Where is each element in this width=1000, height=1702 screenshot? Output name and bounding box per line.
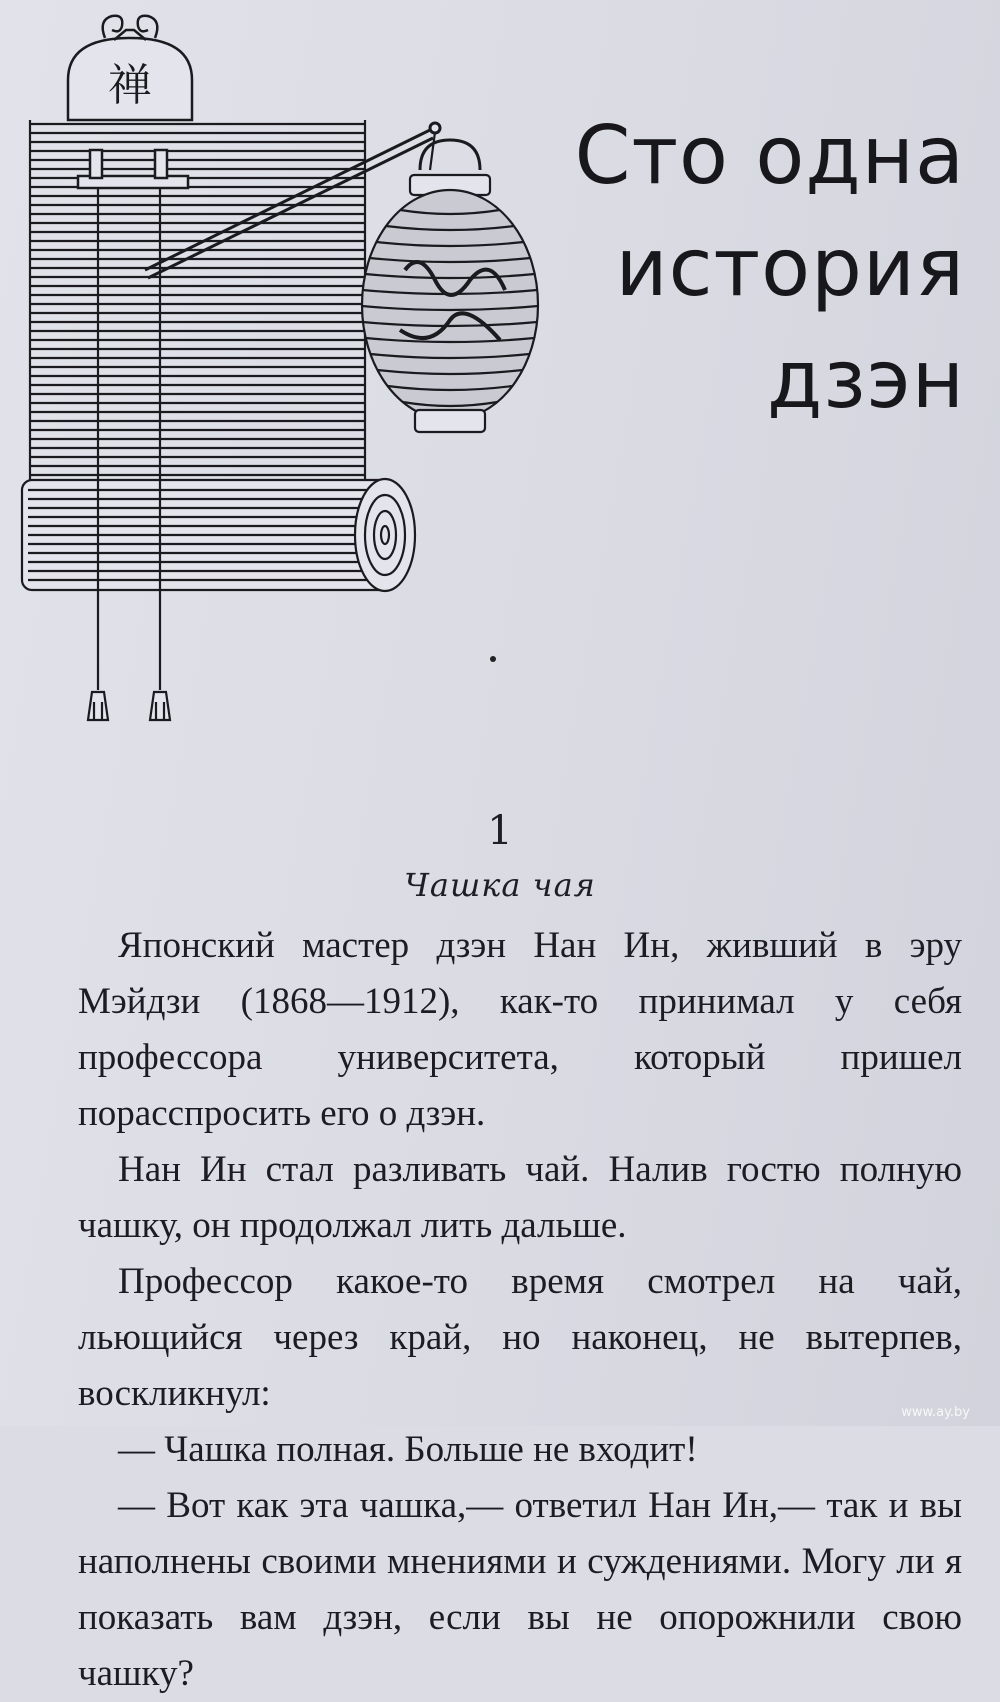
paragraph: Профессор какое-то время смотрел на чай, льющийся через край, но наконец, не вытерпев, воскликнул:: [78, 1261, 962, 1414]
chapter-title: Чашка чая: [404, 866, 596, 904]
kanji-plaque-label: 禅: [108, 60, 152, 111]
chapter-number: 1: [487, 808, 513, 854]
decorative-dot: [490, 656, 496, 662]
title-line-2: история: [615, 221, 965, 314]
paragraph: — Вот как эта чашка,— ответил Нан Ин,— так и вы наполнены своими мнениями и суждениями. Могу ли я показать вам дзэн, если вы не опорожнили свою чашку?: [78, 1485, 962, 1694]
paragraph: Нан Ин стал разливать чай. Налив гостю полную чашку, он продолжал лить дальше.: [78, 1149, 962, 1246]
watermark: www.ay.by: [901, 1405, 970, 1420]
paragraph: — Чашка полная. Больше не входит!: [118, 1429, 698, 1470]
title-line-1: Сто одна: [574, 109, 965, 202]
story-text: [78, 918, 962, 1702]
book-title: [505, 100, 965, 436]
blind-roll: [22, 479, 415, 591]
paragraph: Японский мастер дзэн Нан Ин, живший в эру Мэйдзи (1868—1912), как-то принимал у себя профессора университета, который пришел порасспросить его о дзэн.: [78, 925, 962, 1134]
title-line-3: дзэн: [766, 333, 965, 426]
bamboo-blind-lantern-illustration: [10, 20, 530, 740]
